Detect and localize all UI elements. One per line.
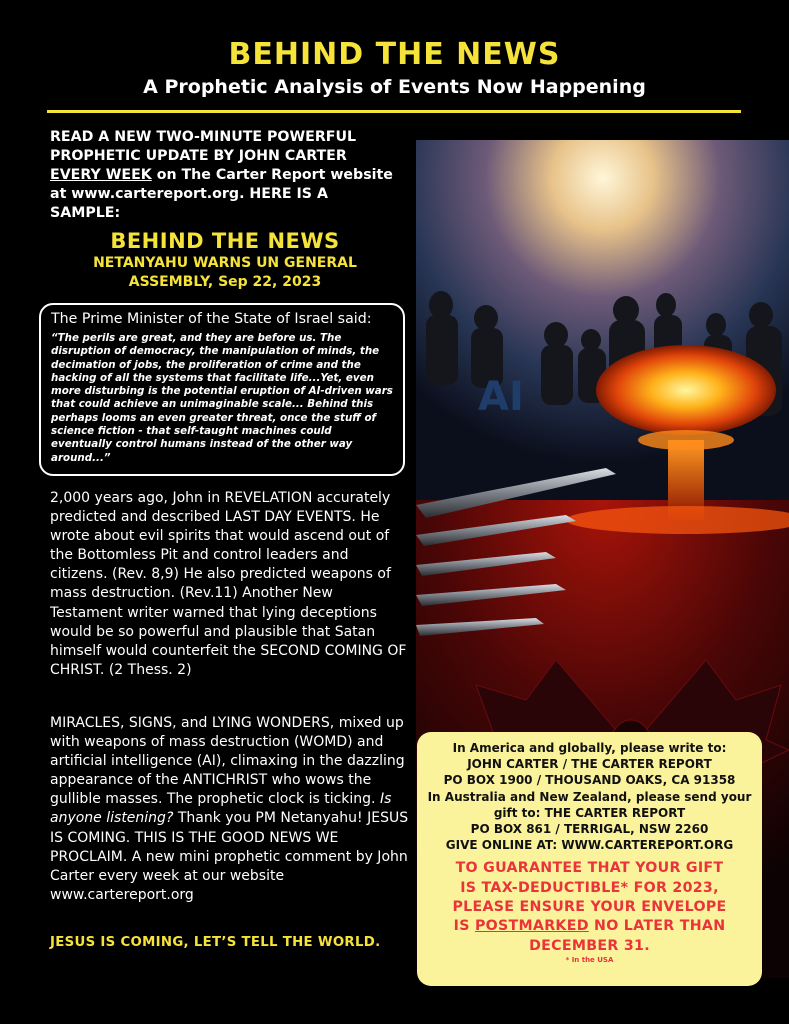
sample-headline: ASSEMBLY, Sep 22, 2023 (128, 274, 322, 290)
footnote: * In the USA (565, 955, 614, 964)
info-line: gift to: THE CARTER REPORT (493, 805, 686, 820)
info-line: PO BOX 1900 / THOUSAND OAKS, CA 91358 (443, 773, 736, 788)
quote-box (39, 303, 405, 476)
emphasis-question: Is anyone listening? (50, 791, 392, 827)
sample-headline: NETANYAHU WARNS UN GENERAL (93, 255, 357, 271)
donation-info-box (417, 732, 762, 986)
intro-line: READ A NEW TWO-MINUTE POWERFUL (50, 129, 357, 145)
quote-heading: The Prime Minister of the State of Israel said: (51, 311, 372, 327)
body-paragraph-1: 2,000 years ago, John in REVELATION accurately predicted and described LAST DAY EVENTS. He wrote about evil spirits that would ascend out of the Bottomless Pit and control leaders and citizens. (Rev. 8,9) He also predicted weapons of mass destruction. (Rev.11) Another New Testament writer warned that lying deceptions would be so powerful and plausible that Satan himself would counterfeit the SECOND COMING OF CHRIST. (2 Thess. 2) (50, 490, 407, 678)
ai-letters: AI (478, 374, 524, 420)
intro-line: EVERY WEEK on The Carter Report website (50, 167, 393, 183)
sample-title: BEHIND THE NEWS (110, 229, 340, 253)
closing-line: JESUS IS COMING, LET’S TELL THE WORLD. (50, 935, 381, 950)
quote-text: “The perils are great, and they are before us. The disruption of democracy, the manipulation of minds, the decimation of jobs, the proliferation of crime and the hacking of all the systems that facilitate life...Yet, even more disturbing is the potential eruption of AI-driven wars that could achieve an unimaginable scale... Behind this perhaps looms an even greater threat, once the stuff of science fiction - that self-taught machines could eventually control humans instead of the other way around...” (51, 332, 393, 464)
intro-text (50, 128, 400, 223)
intro-line: PROPHETIC UPDATE BY JOHN CARTER (50, 148, 347, 164)
page-header (0, 38, 789, 98)
page-subtitle: A Prophetic Analysis of Events Now Happening (143, 76, 646, 98)
info-line: PO BOX 861 / TERRIGAL, NSW 2260 (470, 822, 709, 837)
tax-notice: TO GUARANTEE THAT YOUR GIFT IS TAX-DEDUCTIBLE* FOR 2023, PLEASE ENSURE YOUR ENVELOPE IS POSTMARKED NO LATER THAN DECEMBER 31. (452, 860, 727, 954)
postmarked-emphasis: POSTMARKED (474, 918, 589, 935)
info-line: JOHN CARTER / THE CARTER REPORT (467, 757, 712, 772)
info-line: In America and globally, please write to: (452, 741, 727, 755)
header-divider (47, 110, 741, 113)
sample-heading (40, 228, 410, 292)
intro-line: at www.cartereport.org. HERE IS A SAMPLE: (50, 186, 328, 221)
page-title: BEHIND THE NEWS (228, 37, 561, 72)
website-link[interactable]: GIVE ONLINE AT: WWW.CARTEREPORT.ORG (445, 838, 734, 853)
body-paragraph-2: MIRACLES, SIGNS, and LYING WONDERS, mixed up with weapons of mass destruction (WOMD) and artificial intelligence (AI), climaxing in the dazzling appearance of the ANTICHRIST who wows the gullible masses. The prophetic clock is ticking. Is anyone listening? Thank you PM Netanyahu! JESUS IS COMING. THIS IS THE GOOD NEWS WE PROCLAIM. A new mini prophetic comment by John Carter every week at our website www.cartereport.org (50, 715, 409, 903)
every-week-emphasis: EVERY WEEK (50, 167, 152, 183)
info-line: In Australia and New Zealand, please send your (427, 789, 752, 804)
